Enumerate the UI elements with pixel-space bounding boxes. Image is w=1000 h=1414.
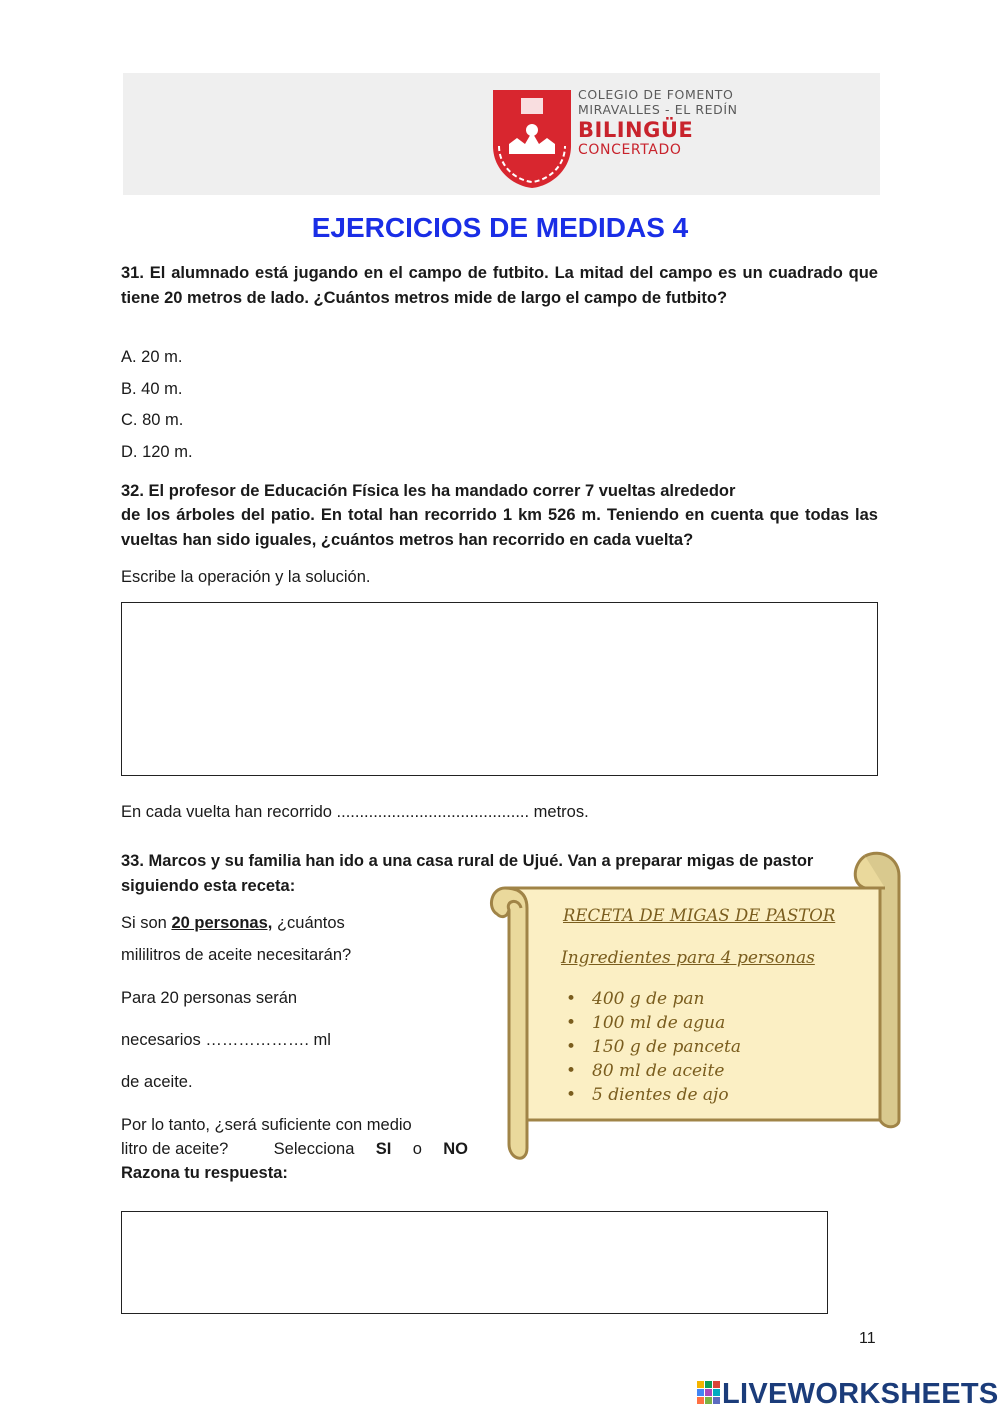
q32-instruction: Escribe la operación y la solución.: [121, 568, 371, 586]
q31-option-b[interactable]: B. 40 m.: [121, 380, 183, 398]
q33-option-no[interactable]: NO: [443, 1140, 468, 1158]
liveworksheets-logo-icon: [697, 1381, 721, 1405]
q33-option-si[interactable]: SI: [375, 1140, 392, 1158]
recipe-item: • 5 dientes de ajo: [566, 1085, 729, 1105]
q33-selecciona: Selecciona: [273, 1140, 355, 1158]
question-31-text: 31. El alumnado está jugando en el campo de futbito. La mitad del campo es un cuadrado que tiene 20 metros de lado. ¿Cuántos metros mide de largo el campo de futbito?: [121, 264, 878, 307]
q33-por-lo-tanto-line: Por lo tanto, ¿será suficiente con medio: [121, 1116, 412, 1134]
q31-option-a[interactable]: A. 20 m.: [121, 348, 183, 366]
recipe-item: • 100 ml de agua: [566, 1013, 726, 1033]
q33-si-son: Si son: [121, 914, 167, 932]
question-32-text: de los árboles del patio. En total han recorrido 1 km 526 m. Teniendo en cuenta que todas las vueltas han sido iguales, ¿cuántos metros han recorrido en cada vuelta?: [121, 506, 878, 549]
page-number: 11: [859, 1330, 876, 1347]
recipe-item: • 80 ml de aceite: [566, 1061, 725, 1081]
school-name-line1: COLEGIO DE FOMENTO: [578, 87, 734, 102]
school-crest-logo: [491, 88, 573, 190]
q33-personas-line: [121, 913, 345, 933]
q33-cuantos: ¿cuántos: [276, 914, 345, 932]
recipe-item: • 400 g de pan: [566, 989, 705, 1009]
q33-litro: litro de aceite?: [121, 1140, 229, 1158]
q33-selecciona-line: [121, 1139, 468, 1159]
q31-option-c[interactable]: C. 80 m.: [121, 411, 184, 429]
q33-o: o: [412, 1140, 422, 1158]
school-name-line2: MIRAVALLES - EL REDÍN: [578, 102, 738, 117]
recipe-item: • 150 g de panceta: [566, 1037, 741, 1057]
q33-necesarios-line[interactable]: necesarios ………………. ml: [121, 1031, 331, 1049]
recipe-title: RECETA DE MIGAS DE PASTOR: [563, 906, 836, 925]
q33-de-aceite-line: de aceite.: [121, 1073, 193, 1091]
liveworksheets-brand[interactable]: LIVEWORKSHEETS: [722, 1378, 999, 1410]
q32-answer-line: En cada vuelta han recorrido .......................................... metros.: [121, 803, 589, 821]
school-bilingual-label: BILINGÜE: [578, 118, 694, 142]
recipe-subtitle: Ingredientes para 4 personas: [561, 948, 815, 968]
school-concertado-label: CONCERTADO: [578, 142, 682, 158]
q33-personas-highlight: 20 personas,: [171, 914, 273, 932]
q31-option-d[interactable]: D. 120 m.: [121, 443, 193, 461]
q33-answer-box[interactable]: [121, 1211, 828, 1314]
q33-para-line: Para 20 personas serán: [121, 989, 298, 1007]
q32-answer-box[interactable]: [121, 602, 878, 776]
question-33-text: 33. Marcos y su familia han ido a una casa rural de Ujué. Van a preparar migas de pastor siguiendo esta receta:: [121, 852, 814, 895]
q33-mililitros-line: mililitros de aceite necesitarán?: [121, 946, 352, 964]
q33-razona-label: Razona tu respuesta:: [121, 1164, 288, 1182]
question-32-line1: 32. El profesor de Educación Física les ha mandado correr 7 vueltas alrededor: [121, 482, 736, 500]
page-title: EJERCICIOS DE MEDIDAS 4: [311, 212, 689, 243]
